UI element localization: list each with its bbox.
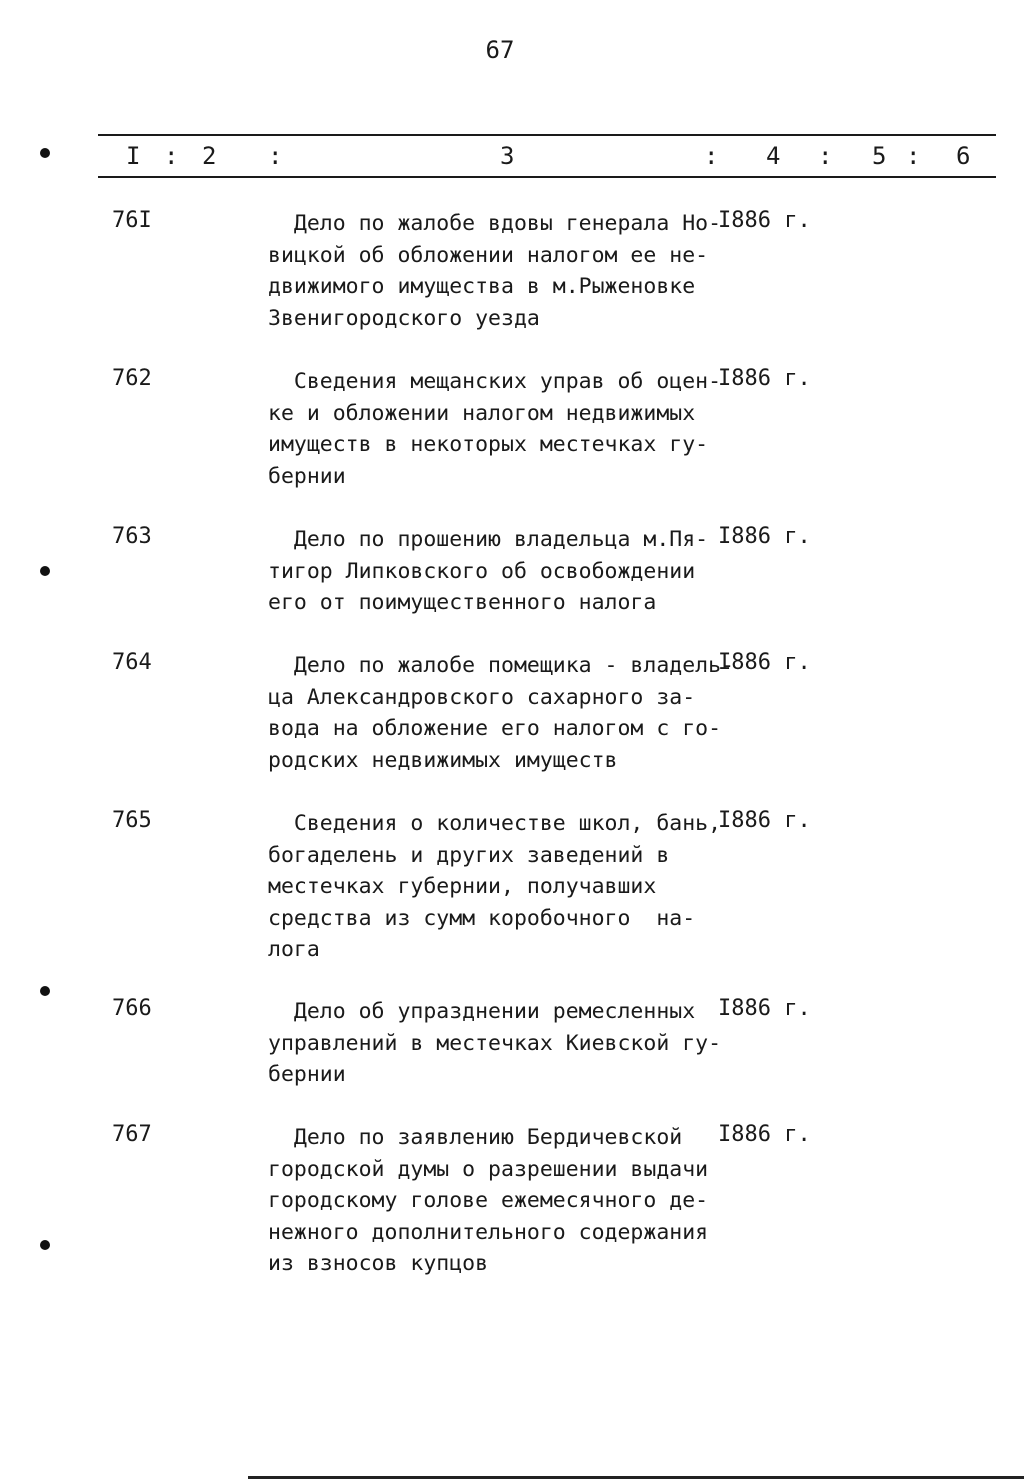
entry-date: I886 г. bbox=[718, 808, 811, 833]
entry-number: 763 bbox=[112, 524, 152, 549]
description-line: городскому голове ежемесячного де- bbox=[268, 1188, 709, 1213]
entry-date: I886 г. bbox=[718, 524, 811, 549]
description-line: Сведения о количестве школ, бань, bbox=[268, 811, 722, 836]
page-number: 67 bbox=[485, 36, 515, 64]
column-header-5: 5 bbox=[872, 142, 887, 170]
entry-number: 765 bbox=[112, 808, 152, 833]
punch-hole bbox=[40, 1240, 50, 1250]
entry-number: 762 bbox=[112, 366, 152, 391]
description-line: ке и обложении налогом недвижимых bbox=[268, 400, 696, 426]
table-header-top-rule bbox=[98, 134, 996, 136]
column-separator: : bbox=[704, 142, 719, 170]
table-header-bottom-rule bbox=[98, 176, 996, 178]
entry-description bbox=[268, 1122, 728, 1280]
description-line: бернии bbox=[268, 463, 346, 489]
description-line: нежного дополнительного содержания bbox=[268, 1219, 709, 1245]
entry-number: 764 bbox=[112, 650, 152, 675]
entry-description bbox=[268, 808, 728, 966]
description-line: городской думы о разрешении выдачи bbox=[268, 1156, 709, 1182]
description-line: Дело по прошению владельца м.Пя- bbox=[268, 527, 709, 552]
description-line: богаделень и других заведений в bbox=[268, 842, 670, 868]
description-line: вицкой об обложении налогом ее не- bbox=[268, 242, 709, 268]
description-line: средства из сумм коробочного на- bbox=[268, 905, 696, 931]
entry-number: 766 bbox=[112, 996, 152, 1021]
description-line: лога bbox=[268, 937, 320, 962]
description-line: управлений в местечках Киевской гу- bbox=[268, 1030, 722, 1056]
entry-date: I886 г. bbox=[718, 366, 811, 391]
entry-description bbox=[268, 524, 728, 619]
description-line: имуществ в некоторых местечках гу- bbox=[268, 432, 709, 457]
description-line: движимого имущества в м.Рыженовке bbox=[268, 274, 696, 299]
description-line: из взносов купцов bbox=[268, 1251, 489, 1276]
punch-hole bbox=[40, 566, 50, 576]
column-separator: : bbox=[268, 142, 283, 170]
column-separator: : bbox=[906, 142, 921, 170]
entry-number: 76I bbox=[112, 208, 152, 233]
column-header-3: 3 bbox=[500, 142, 515, 170]
column-header-2: 2 bbox=[202, 142, 217, 170]
description-line: тигор Липковского об освобождении bbox=[268, 558, 696, 584]
description-line: Дело по жалобе помещика - владель- bbox=[268, 653, 734, 678]
entry-description bbox=[268, 650, 734, 776]
column-header-4: 4 bbox=[766, 142, 781, 170]
description-line: ца Александровского сахарного за- bbox=[268, 684, 696, 710]
entry-description bbox=[268, 208, 728, 334]
description-line: родских недвижимых имуществ bbox=[268, 747, 618, 773]
entry-date: I886 г. bbox=[718, 650, 811, 675]
entry-date: I886 г. bbox=[718, 996, 811, 1021]
entry-description bbox=[268, 996, 728, 1091]
entry-date: I886 г. bbox=[718, 1122, 811, 1147]
page-bottom-rule bbox=[248, 1476, 1024, 1479]
description-line: вода на обложение его налогом с го- bbox=[268, 716, 722, 741]
punch-hole bbox=[40, 148, 50, 158]
description-line: Дело по жалобе вдовы генерала Но- bbox=[268, 211, 722, 236]
entry-date: I886 г. bbox=[718, 208, 811, 233]
description-line: бернии bbox=[268, 1062, 346, 1087]
entry-number: 767 bbox=[112, 1122, 152, 1147]
column-header-6: 6 bbox=[956, 142, 971, 170]
description-line: Дело об упразднении ремесленных bbox=[268, 999, 696, 1024]
description-line: Звенигородского уезда bbox=[268, 305, 540, 331]
entry-description bbox=[268, 366, 728, 492]
column-header-1: I bbox=[126, 142, 141, 170]
description-line: его от поимущественного налога bbox=[268, 590, 657, 615]
punch-hole bbox=[40, 986, 50, 996]
description-line: местечках губернии, получавших bbox=[268, 874, 657, 899]
column-separator: : bbox=[164, 142, 179, 170]
description-line: Дело по заявлению Бердичевской bbox=[268, 1125, 683, 1150]
description-line: Сведения мещанских управ об оцен- bbox=[268, 369, 722, 394]
column-separator: : bbox=[818, 142, 833, 170]
